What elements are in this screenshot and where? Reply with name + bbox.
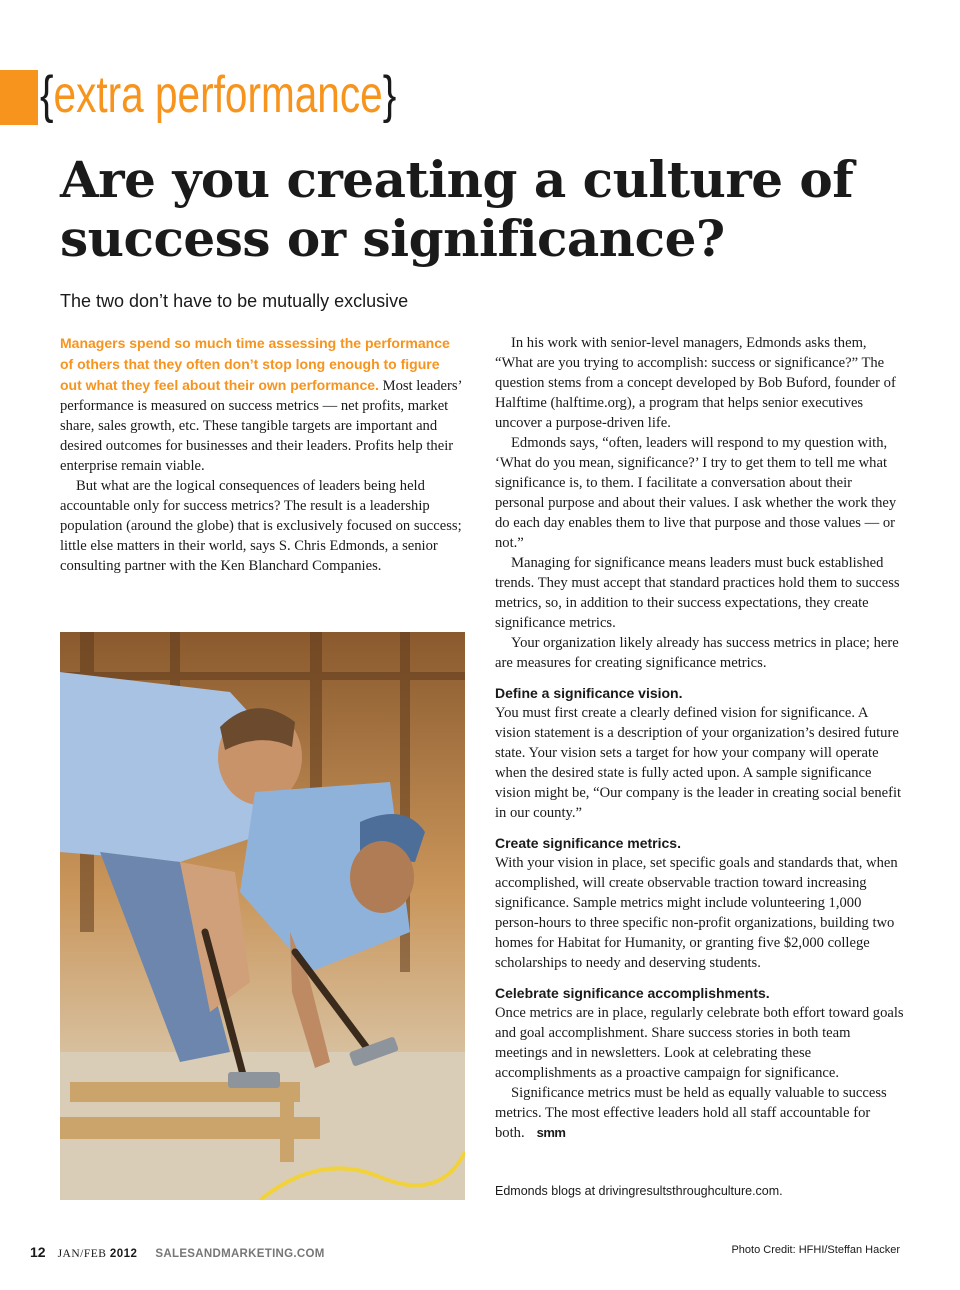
magazine-name: SALESANDMARKETING.COM: [155, 1248, 325, 1260]
metrics-body: With your vision in place, set specific goals and standards that, when accomplished, will create observable traction toward increasing significance. Sample metrics might include volunteering 1,000 person-hours to three specific non-profit organizations, building two homes for Habitat for Humanity, or granting five $2,000 college scholarships to needy and deserving students.: [495, 855, 898, 971]
footer-folio: [30, 1244, 325, 1262]
closing-text: Significance metrics must be held as equally valuable to success metrics. The most effective leaders hold all staff accountable for both.: [495, 1085, 887, 1141]
issue-year: 2012: [109, 1248, 138, 1260]
closing-paragraph: [495, 1083, 905, 1143]
construction-volunteers-photo: [60, 632, 465, 1200]
right-paragraph-3: Managing for significance means leaders must buck established trends. They must accept that standard practices hold them to success metrics, so, in addition to their success expectations, they create significance metrics.: [495, 555, 900, 631]
right-paragraph-4: Your organization likely already has success metrics in place; here are measures for creating significance metrics.: [495, 635, 899, 671]
section-tag: [40, 62, 396, 128]
page-number: 12: [30, 1244, 46, 1260]
vision-body: You must first create a clearly defined vision for significance. A vision statement is a description of your organization’s desired future state. Your vision sets a target for how your company will operate when the desired state is fully acted upon. A sample significance vision might be, “Our company is the leader in creating social benefit in our county.”: [495, 705, 902, 821]
right-column: [495, 333, 905, 1143]
headline: Are you creating a culture of success or significance?: [60, 150, 854, 268]
right-paragraph-1: In his work with senior-level managers, Edmonds asks them, “What are you trying to accomplish: success or significance?” The question stems from a concept developed by Bob Buford, founder of Halftime (halftime.org), a program that helps senior executives uncover a purpose-driven life.: [495, 335, 896, 431]
subhead-vision: Define a significance vision.: [495, 685, 683, 701]
section-label: extra performance: [53, 66, 383, 124]
subhead-metrics: Create significance metrics.: [495, 835, 681, 851]
left-paragraph-1: [60, 333, 465, 476]
issue-month: JAN/FEB: [57, 1248, 107, 1260]
left-paragraph-1-text: Most leaders’ performance is measured on success metrics — net profits, market share, sales growth, etc. These tangible targets are important and desired outcomes for businesses and their leaders. Profits help their enterprise remain viable.: [60, 378, 462, 474]
author-bio: Edmonds blogs at drivingresultsthroughculture.com.: [495, 1184, 783, 1198]
photo-illustration: [60, 632, 465, 1200]
end-mark: smm: [536, 1125, 566, 1140]
right-paragraph-2: Edmonds says, “often, leaders will respond to my question with, ‘What do you mean, significance?’ I try to get them to tell me what significance is, to them. I facilitate a conversation about their personal purpose and about their values. I ask whether the work they do each day enables them to live that purpose and those values — or not.”: [495, 435, 897, 551]
left-paragraph-2: But what are the logical consequences of leaders being held accountable only for success metrics? The result is a leadership population (around the globe) that is exclusively focused on success; little else matters in their world, says S. Chris Edmonds, a senior consulting partner with the Ken Blanchard Companies.: [60, 478, 462, 574]
subhead-celebrate: Celebrate significance accomplishments.: [495, 985, 770, 1001]
dek: The two don’t have to be mutually exclusive: [60, 291, 409, 311]
left-column: [60, 333, 465, 576]
section-bracket-close: }: [382, 66, 397, 124]
photo-credit: Photo Credit: HFHI/Steffan Hacker: [731, 1244, 900, 1256]
lead-in: Managers spend so much time assessing the performance of others that they often don’t stop long enough to figure out what they feel about their own performance.: [60, 335, 450, 393]
issue-date: [58, 1248, 138, 1260]
section-bracket-open: {: [40, 66, 54, 124]
section-accent-bar: [0, 70, 38, 125]
celebrate-body: Once metrics are in place, regularly celebrate both effort toward goals and goal accomplishment. Share success stories in both team meetings and in newsletters. Look at celebrating these accomplishments as a proactive campaign for significance.: [495, 1005, 904, 1081]
